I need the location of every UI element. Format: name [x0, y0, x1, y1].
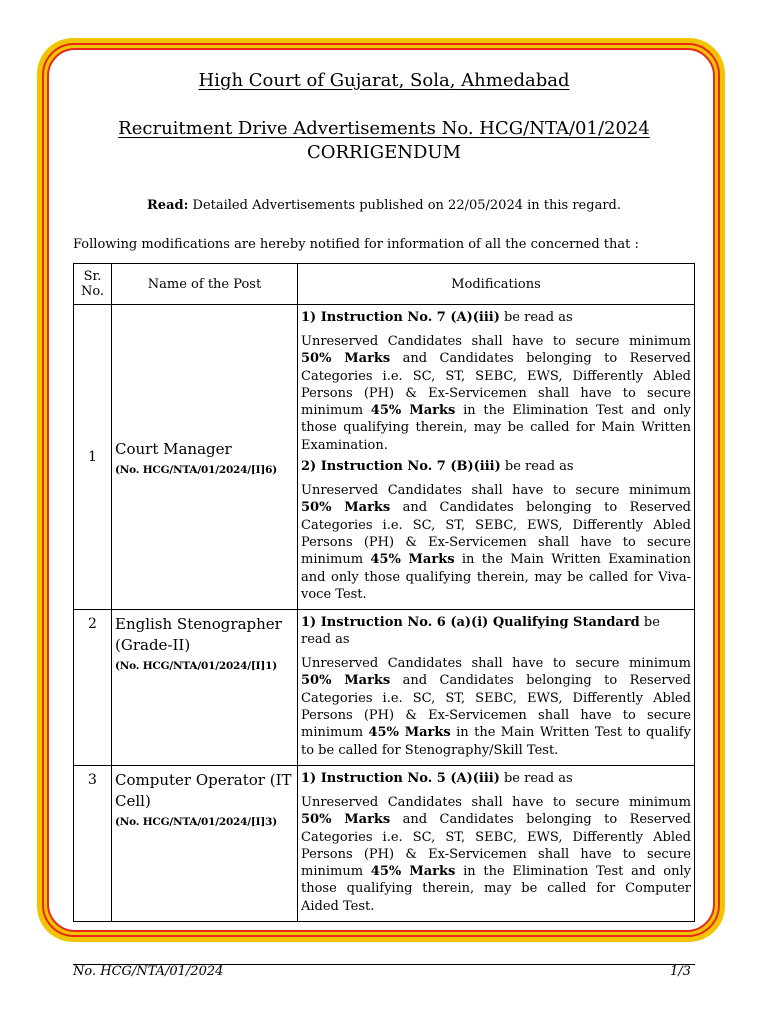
post-name: Computer Operator (IT Cell) — [115, 770, 292, 810]
row-sr-no: 3 — [74, 765, 112, 921]
modifications-table — [73, 263, 695, 922]
text-part: in the Main Written Examination and only those qualifying therein, may be called for Viva-voce Test. — [301, 552, 691, 602]
row-post — [112, 765, 298, 921]
text-part: and Candidates belonging to Reserved Categories i.e. SC, ST, SEBC, EWS, Differently Abled Persons (PH) & Ex-Servicemen shall have to secure minimum — [301, 812, 691, 880]
row-modifications — [298, 610, 695, 766]
table-row — [74, 305, 695, 610]
row-post — [112, 610, 298, 766]
footer-reference: No. HCG/NTA/01/2024 — [73, 964, 224, 979]
instruction-suffix: be read as — [499, 310, 573, 325]
table-row — [74, 610, 695, 766]
footer-page-number: 1/3 — [670, 964, 691, 979]
modification-text — [301, 482, 691, 603]
header-modifications: Modifications — [298, 264, 695, 305]
corrigendum-heading: CORRIGENDUM — [306, 142, 462, 163]
instruction-heading — [301, 309, 691, 326]
text-part: Unreserved Candidates shall have to secure minimum — [301, 656, 691, 672]
text-part: Unreserved Candidates shall have to secure minimum — [301, 334, 691, 349]
post-advt-number: (No. HCG/NTA/01/2024/[I]1) — [115, 660, 278, 673]
instruction-heading — [301, 458, 691, 475]
court-title: High Court of Gujarat, Sola, Ahmedabad — [198, 70, 570, 91]
modification-text — [301, 794, 691, 915]
post-advt-number: (No. HCG/NTA/01/2024/[I]6) — [115, 463, 278, 476]
marks-ur: 50% Marks — [301, 500, 391, 516]
text-part: Unreserved Candidates shall have to secure minimum — [301, 483, 691, 499]
advertisement-title: Recruitment Drive Advertisements No. HCG/NTA/01/2024 — [118, 118, 650, 139]
marks-reserved: 45% Marks — [370, 552, 455, 568]
post-name: English Stenographer (Grade-II) — [115, 615, 282, 655]
instruction-suffix: be read as — [499, 770, 573, 786]
read-text: Detailed Advertisements published on 22/05/2024 in this regard. — [188, 198, 621, 213]
instruction-number: 1) Instruction No. 5 (A)(iii) — [301, 770, 500, 786]
text-part: in the Elimination Test and only those qualifying therein, may be called for Main Written Examination. — [301, 403, 691, 453]
header-post-name: Name of the Post — [112, 264, 298, 305]
text-part: Unreserved Candidates shall have to secure minimum — [301, 794, 691, 810]
instruction-suffix: be read as — [500, 459, 574, 475]
marks-reserved: 45% Marks — [370, 403, 456, 419]
marks-reserved: 45% Marks — [370, 864, 456, 880]
marks-ur: 50% Marks — [301, 673, 391, 689]
intro-text: Following modifications are hereby notified for information of all the concerned that : — [73, 237, 639, 252]
table-row — [74, 765, 695, 921]
text-part: in the Main Written Test to qualify to be called for Stenography/Skill Test. — [301, 725, 691, 758]
table-header-row — [74, 264, 695, 305]
instruction-number: 1) Instruction No. 6 (a)(i) Qualifying Standard — [301, 615, 640, 631]
instruction-heading — [301, 770, 691, 787]
marks-reserved: 45% Marks — [368, 725, 451, 741]
instruction-number: 2) Instruction No. 7 (B)(iii) — [301, 459, 501, 475]
row-modifications — [298, 305, 695, 610]
instruction-number: 1) Instruction No. 7 (A)(iii) — [301, 310, 500, 325]
row-modifications — [298, 765, 695, 921]
text-part: and Candidates belonging to Reserved Categories i.e. SC, ST, SEBC, EWS, Differently Abled Persons (PH) & Ex-Servicemen shall have to secure minimum — [301, 351, 691, 419]
row-sr-no: 2 — [74, 610, 112, 766]
text-part: in the Elimination Test and only those qualifying therein, may be called for Computer Aided Test. — [301, 864, 691, 914]
read-label: Read: — [147, 198, 189, 213]
header-sr-no: Sr. No. — [74, 264, 112, 305]
row-post — [112, 305, 298, 610]
post-name: Court Manager — [115, 439, 232, 458]
post-advt-number: (No. HCG/NTA/01/2024/[I]3) — [115, 815, 278, 828]
marks-ur: 50% Marks — [301, 351, 391, 367]
read-line — [0, 198, 768, 213]
marks-ur: 50% Marks — [301, 812, 391, 828]
modification-text — [301, 333, 691, 454]
text-part: and Candidates belonging to Reserved Categories i.e. SC, ST, SEBC, EWS, Differently Abled Persons (PH) & Ex-Servicemen shall have to secure minimum — [301, 673, 691, 741]
text-part: and Candidates belonging to Reserved Categories i.e. SC, ST, SEBC, EWS, Differently Abled Persons (PH) & Ex-Servicemen shall have to secure minimum — [301, 500, 691, 568]
instruction-heading — [301, 614, 691, 648]
modification-text — [301, 655, 691, 759]
instruction-suffix: be read as — [301, 615, 660, 648]
row-sr-no: 1 — [74, 305, 112, 610]
